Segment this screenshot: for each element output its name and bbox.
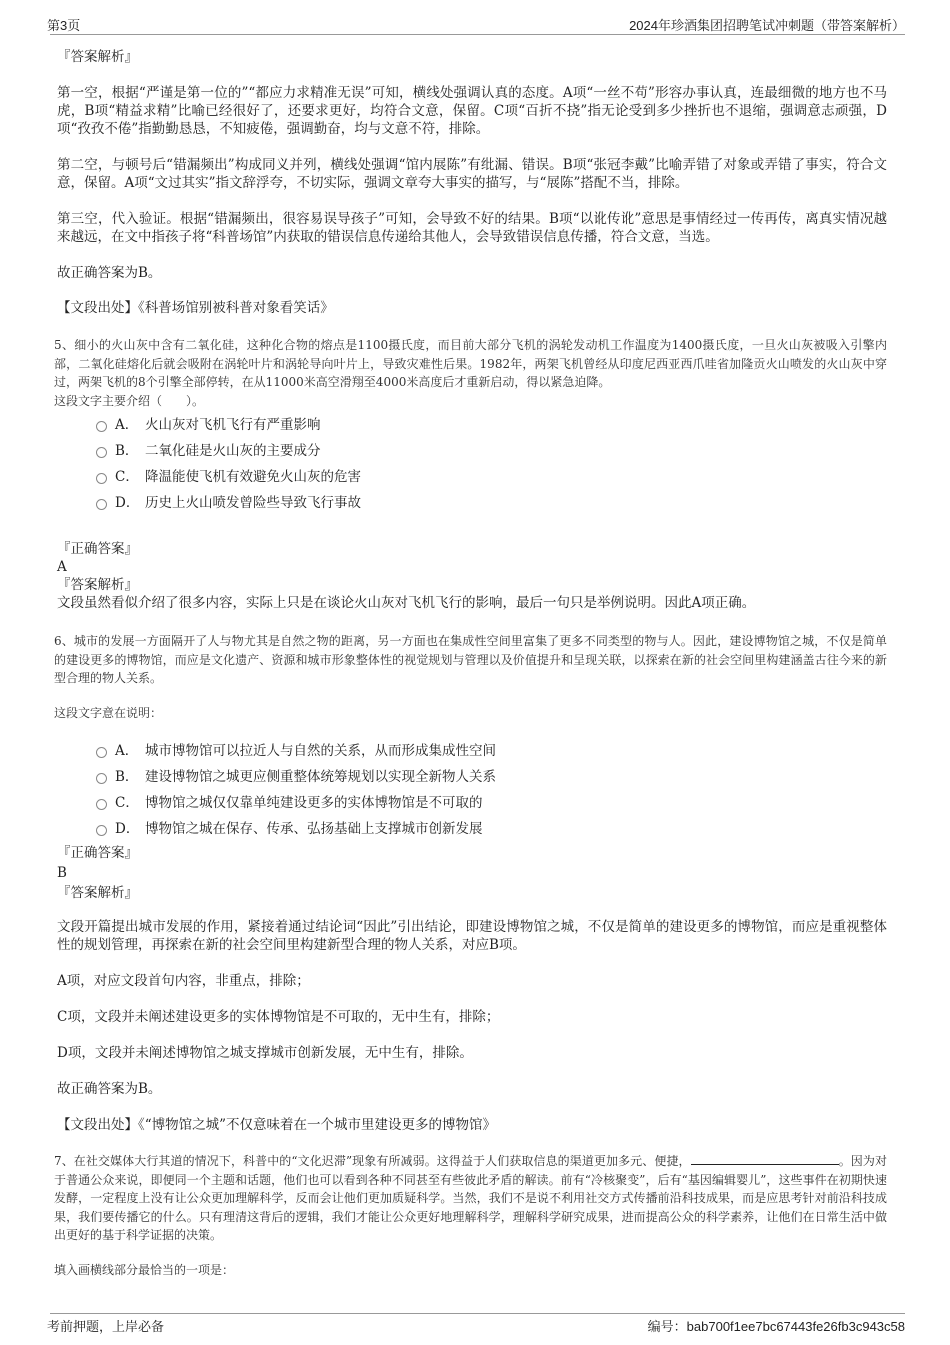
radio-icon[interactable]	[96, 825, 107, 836]
question-prompt: 这段文字意在说明：	[54, 705, 163, 720]
document-title: 2024年珍酒集团招聘笔试冲刺题（带答案解析）	[629, 18, 905, 33]
option-d[interactable]: D． 博物馆之城在保存、传承、弘扬基础上支撑城市创新发展	[57, 816, 887, 842]
analysis-note: C项，文段并未阐述建设更多的实体博物馆是不可取的，无中生有，排除；	[57, 1009, 500, 1025]
radio-icon[interactable]	[96, 447, 107, 458]
source-label: 【文段出处】	[57, 1117, 138, 1133]
conclusion: 故正确答案为B。	[57, 265, 162, 281]
correct-answer: B	[57, 865, 67, 881]
analysis-note: A项，对应文段首句内容，非重点，排除；	[57, 973, 310, 989]
radio-icon[interactable]	[96, 499, 107, 510]
page-footer	[47, 1313, 905, 1334]
analysis-paragraph: 第一空，根据“严谨是第一位的”“都应力求精准无误”可知，横线处强调认真的态度。A项“一丝不苟”形容办事认真，连最细微的地方也不马虎，B项“精益求精”比喻已经很好了，还要求更好，均符合文意，保留。C项“百折不挠”指无论受到多少挫折也不退缩，强调意志顽强，D项“孜孜不倦”指勤勤恳恳，不知疲倦，强调勤奋，均与文意不符，排除。	[57, 85, 887, 137]
option-b[interactable]: B． 二氧化硅是火山灰的主要成分	[57, 438, 887, 464]
answer-analysis-label: 『答案解析』	[57, 49, 138, 65]
radio-icon[interactable]	[96, 421, 107, 432]
page-header	[47, 14, 905, 35]
analysis-note: D项，文段并未阐述博物馆之城支撑城市创新发展，无中生有，排除。	[57, 1045, 473, 1061]
question-stem: 6、城市的发展一方面隔开了人与物尤其是自然之物的距离，另一方面也在集成性空间里富集了更多不同类型的物与人。因此，建设博物馆之城，不仅是简单的建设更多的博物馆，而应是文化遗产、资源和城市形象整体性的视觉规划与管理以及价值提升和呈现关联，以探索在新的社会空间里构建涵盖古往今来的新型合理的物人关系。	[54, 634, 887, 685]
option-d[interactable]: D． 历史上火山喷发曾险些导致飞行事故	[57, 490, 887, 516]
question-prompt: 这段文字主要介绍（ ）。	[54, 393, 205, 408]
page-number: 第3页	[47, 18, 81, 33]
source	[57, 1116, 887, 1134]
option-list	[57, 738, 887, 842]
question-prompt: 填入画横线部分最恰当的一项是：	[54, 1262, 235, 1277]
question-stem: 7、在社交媒体大行其道的情况下，科普中的“文化迟滞”现象有所减弱。这得益于人们获取信息的渠道更加多元、便捷， 。因为对于普通公众来说，即便同一个主题和话题，他们也可以看到各种不同甚至有些彼此矛盾的解读。前有“冷核聚变”，后有“基因编辑婴儿”，这些事件在初期快速发酵，一定程度上没有让公众更加理解科学，反而会让他们更加质疑科学。当然，我们不是说不利用社交方式传播前沿科技成果，而是应思考针对前沿科技成果，我们要传播它的什么。只有理清这背后的逻辑，我们才能让公众更好地理解科学，理解科学研究成果，进而提高公众的科学素养，让他们在日常生活中做出更好的基于科学证据的决策。	[54, 1154, 887, 1242]
radio-icon[interactable]	[96, 773, 107, 784]
document-content	[54, 44, 887, 1279]
analysis-paragraph: 文段虽然看似介绍了很多内容，实际上只是在谈论火山灰对飞机飞行的影响，最后一句只是举例说明。因此A项正确。	[57, 595, 756, 611]
source-text: 《“博物馆之城”不仅意味着在一个城市里建设更多的博物馆》	[138, 1117, 497, 1133]
radio-icon[interactable]	[96, 747, 107, 758]
correct-answer-label: 『正确答案』	[57, 845, 138, 861]
document-id: 编号：bab700f1ee7bc67443fe26fb3c943c58	[647, 1319, 905, 1334]
question-stem: 5、细小的火山灰中含有二氧化硅，这种化合物的熔点是1100摄氏度，而目前大部分飞机的涡轮发动机工作温度为1400摄氏度，一旦火山灰被吸入引擎内部，二氧化硅熔化后就会吸附在涡轮叶片和涡轮导向叶片上，导致灾难性后果。1982年，两架飞机曾经从印度尼西亚西爪哇省加隆贡火山喷发的火山灰中穿过，两架飞机的8个引擎全部停转，在从11000米高空滑翔至4000米高度后才重新启动，得以紧急迫降。	[54, 338, 887, 389]
answer-analysis-label: 『答案解析』	[57, 885, 138, 901]
option-list	[57, 412, 887, 516]
conclusion: 故正确答案为B。	[57, 1081, 162, 1097]
analysis-paragraph: 文段开篇提出城市发展的作用，紧接着通过结论词“因此”引出结论，即建设博物馆之城，不仅是简单的建设更多的博物馆，而应是重视整体性的规划管理，再探索在新的社会空间里构建新型合理的物人关系，对应B项。	[57, 919, 887, 953]
source-text: 《科普场馆别被科普对象看笑话》	[138, 300, 334, 316]
source	[57, 299, 887, 317]
correct-answer: A	[57, 559, 67, 575]
fill-blank-line[interactable]	[691, 1152, 839, 1165]
option-a[interactable]: A． 城市博物馆可以拉近人与自然的关系，从而形成集成性空间	[57, 738, 887, 764]
source-label: 【文段出处】	[57, 300, 138, 316]
option-a[interactable]: A． 火山灰对飞机飞行有严重影响	[57, 412, 887, 438]
analysis-paragraph: 第二空，与顿号后“错漏频出”构成同义并列，横线处强调“馆内展陈”有纰漏、错误。B项“张冠李戴”比喻弄错了对象或弄错了事实，符合文意，保留。A项“文过其实”指文辞浮夸，不切实际，强调文章夸大事实的描写，与“展陈”搭配不当，排除。	[57, 157, 887, 191]
correct-answer-label: 『正确答案』	[57, 541, 138, 557]
radio-icon[interactable]	[96, 473, 107, 484]
option-b[interactable]: B． 建设博物馆之城更应侧重整体统筹规划以实现全新物人关系	[57, 764, 887, 790]
answer-analysis-label: 『答案解析』	[57, 577, 138, 593]
radio-icon[interactable]	[96, 799, 107, 810]
option-c[interactable]: C． 降温能使飞机有效避免火山灰的危害	[57, 464, 887, 490]
option-c[interactable]: C． 博物馆之城仅仅靠单纯建设更多的实体博物馆是不可取的	[57, 790, 887, 816]
analysis-paragraph: 第三空，代入验证。根据“错漏频出，很容易误导孩子”可知，会导致不好的结果。B项“以讹传讹”意思是事情经过一传再传，离真实情况越来越远，在文中指孩子将“科普场馆”内获取的错误信息传递给其他人，会导致错误信息传播，符合文意，当选。	[57, 211, 887, 245]
footer-slogan: 考前押题，上岸必备	[47, 1319, 165, 1334]
